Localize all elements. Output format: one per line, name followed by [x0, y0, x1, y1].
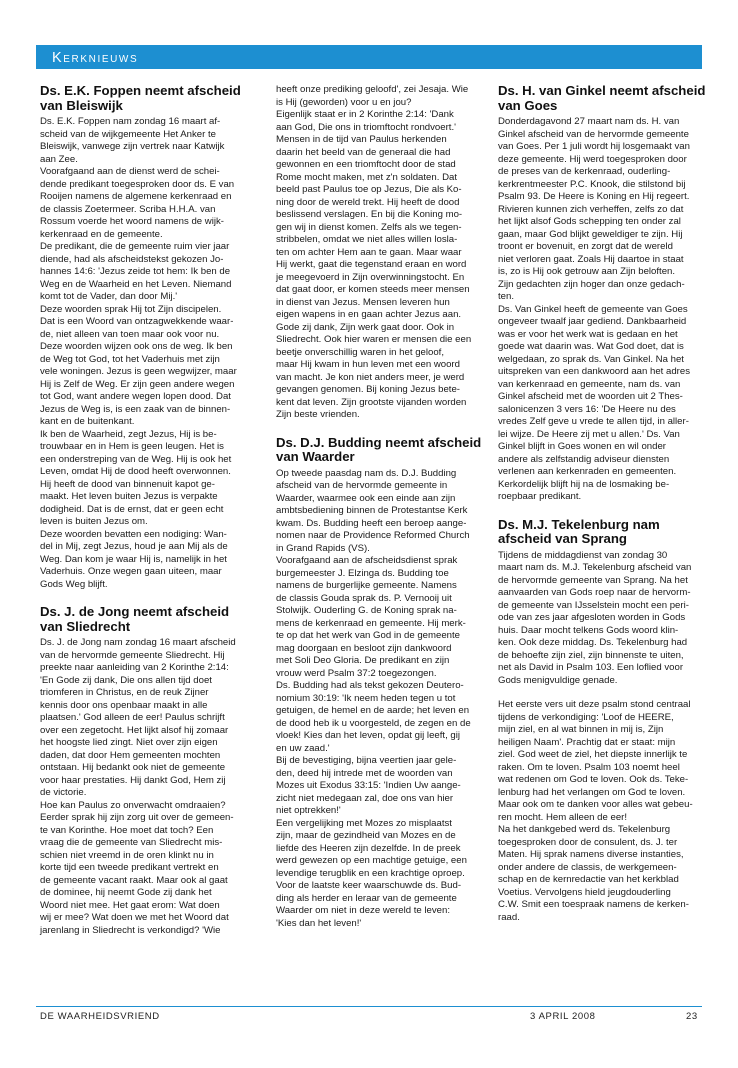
section-title: Kerknieuws	[52, 50, 139, 66]
body-text-line: gaan, maar God blijkt geweldiger te zijn. Hij	[498, 228, 683, 240]
body-text-line: heiligen Naam'. Prachtig dat er staat: mijn	[498, 736, 676, 748]
body-text-line: del in Mij, zegt Jezus, houd je aan Mij als de	[40, 541, 228, 553]
body-text-line: Kerkordelijk blijft hij na de losmaking be-	[498, 478, 670, 490]
body-text-line: Leven, omdat Hij de dood heeft overwonnen.	[40, 466, 231, 478]
body-text-line: dodigheid. Dat is de ernst, dat er geen echt	[40, 503, 224, 515]
body-text-line: Voor de laatste keer waarschuwde ds. Bud-	[276, 880, 462, 892]
body-text-line: niet optrekken!'	[276, 805, 341, 817]
body-text-line: je meegevoerd in Zijn overwinningstocht. En	[276, 271, 465, 283]
body-text-line: plaatsen.' God alleen de eer! Paulus schrijft	[40, 712, 225, 724]
body-text-line: Deze woorden sprak Hij tot Zijn discipelen.	[40, 303, 222, 315]
article-separator	[276, 422, 490, 436]
body-text-line: liefde des Heeren zijn dezelfde. In de preek	[276, 842, 461, 854]
body-text-line: namens de burgerlijke gemeente. Namens	[276, 580, 457, 592]
body-text-line: werd gewezen op een machtige getuige, een	[276, 855, 467, 867]
body-text-line: de dominee, hij neemt Gode zij dank het	[40, 887, 212, 899]
body-text-line: Jezus de Weg is, is een zaak van de binnen-	[40, 403, 231, 415]
body-text-line: goede wat daarin was. Wat God doet, dat is	[498, 341, 684, 353]
body-text-line: Eerder sprak hij zijn zorg uit over de gemeen-	[40, 812, 234, 824]
body-text-line: de, niet alleen van toen maar ook voor nu.	[40, 328, 220, 340]
body-text-line: kerkenraad en de gemeente.	[40, 228, 163, 240]
body-text-line: de preses van de kerkenraad, ouderling-	[498, 166, 671, 178]
body-text-line: Rivieren kunnen zich verheffen, zelfs zo dat	[498, 203, 684, 215]
body-text-line: huis. Daar mocht telkens Gods woord klin-	[498, 624, 679, 636]
article-heading: Ds. H. van Ginkel neemt afscheid van Goes	[498, 83, 706, 113]
body-text-line: De predikant, die de gemeente ruim vier jaar	[40, 241, 230, 253]
body-text-line: Bleiswijk, vanwege zijn vertrek naar Katwijk	[40, 141, 225, 153]
body-text-line: Weg. Dan kom je waar Hij is, namelijk in het	[40, 553, 227, 565]
body-text-line: Hij werkt, gaat die tegenstand eraan en word	[276, 259, 467, 270]
body-text-line: 'Kies dan het leven!'	[276, 917, 362, 929]
body-text-line: Stolwijk. Ouderling G. de Koning sprak na-	[276, 605, 457, 617]
body-text-line: niet verloren gaat. Zoals Hij daartoe in staat	[498, 253, 684, 265]
body-text-line: Vaderhuis. Onze wegen gaan uiteen, maar	[40, 566, 222, 578]
article-heading: Ds. D.J. Budding neemt afscheid van Waarder	[276, 434, 482, 465]
body-text-line: maart nam ds. M.J. Tekelenburg afscheid van	[498, 562, 692, 574]
body-text-line: beslissend verslagen. En bij die Koning mo-	[276, 209, 463, 220]
body-text-line: nomen naar de Providence Reformed Church	[276, 530, 470, 542]
paragraph-gap	[498, 687, 712, 699]
body-text-line: salonicenzen 3 vers 16: 'De Heere nu des	[498, 403, 676, 415]
body-text-line: kerkrentmeester P.C. Knook, die stilstond bij	[498, 178, 686, 190]
body-text-line: Voorafgaand aan de afscheidsdienst sprak	[276, 555, 458, 567]
body-text-line: Zijn beste vrienden.	[276, 409, 360, 420]
body-text-line: Rome mocht maken, met z'n soldaten. Dat	[276, 171, 457, 183]
body-text-line: schien niet vreemd in de oren klinkt nu in	[40, 849, 214, 861]
article-column-1	[40, 84, 254, 937]
body-text-line: Psalm 93. De Heere is Koning en Hij regeert.	[498, 191, 690, 203]
body-text-line: deze gemeente. Hij werd toegesproken door	[498, 153, 687, 165]
body-text-line: Rooijen namens de algemene kerkenraad en	[40, 191, 232, 203]
body-text-line: toegesproken door de consulent, ds. J. ter	[498, 836, 678, 848]
body-text-line: mag doorgaan en besloot zijn dankwoord	[276, 642, 452, 654]
body-text-line: in dienst van Jezus. Mensen leveren hun	[276, 296, 450, 308]
body-text-line: scheid van de wijkgemeente Het Anker te	[40, 128, 216, 140]
body-text-line: Weg en de Waarheid en het Leven. Niemand	[40, 278, 232, 290]
body-text-line: Deze woorden wijzen ook ons de weg. Ik ben	[40, 341, 233, 353]
body-text-line: tijdens de verkondiging: 'Loof de HEERE,	[498, 711, 674, 723]
body-text-line: aanvaarden van Gods roep naar de hervorm-	[498, 587, 691, 599]
body-text-line: en uw zaad.'	[276, 742, 330, 754]
body-text-line: roepbaar predikant.	[498, 491, 582, 503]
body-text-line: raad.	[498, 911, 520, 923]
body-text-line: wat redenen om God te loven. Ook ds. Teke-	[498, 774, 689, 786]
body-text-line: ziel. God weet de ziel, het diepste innerlijk te	[498, 749, 688, 761]
body-text-line: preekte naar aanleiding van 2 Korinthe 2:14:	[40, 662, 229, 674]
body-text-line: Ginkel blijft in Goes wonen en wil onder	[498, 441, 666, 453]
body-text-line: Gods menigvuldige genade.	[498, 674, 618, 686]
body-text-line: is Hij (geworden) voor u en jou?	[276, 96, 412, 108]
body-text-line: raken. Om te loven. Psalm 103 noemt heel	[498, 761, 680, 773]
body-text-line: te op dat het werk van God in de gemeente	[276, 630, 461, 642]
body-text-line: troont er bovenuit, en zorgt dat de wereld	[498, 241, 673, 253]
body-text-line: mens de kerkenraad en gemeente. Hij merk-	[276, 617, 466, 629]
body-text-line: Bij de bevestiging, bijna veertien jaar gele-	[276, 755, 457, 767]
body-text-line: Tijdens de middagdienst van zondag 30	[498, 549, 668, 561]
body-text-line: een onderstreping van de Weg. Hij is ook het	[40, 453, 232, 465]
body-text-line: diende, had als afscheidstekst gekozen Jo-	[40, 253, 224, 265]
body-text-line: Ds. E.K. Foppen nam zondag 16 maart af-	[40, 116, 221, 128]
body-text-line: afscheid van de hervormde gemeente in	[276, 480, 448, 492]
body-text-line: Maar ook om te danken voor alles wat gebeu-	[498, 799, 693, 811]
body-text-line: mijn ziel, en al wat binnen in mij is, Zijn	[498, 724, 664, 736]
body-text-line: eigen wapens in en gaan achter Jezus aan.	[276, 309, 462, 320]
body-text-line: Zijn gedachten zijn hoger dan onze gedach-	[498, 278, 685, 290]
body-text-line: Waarder om niet in deze wereld te leven:	[276, 905, 451, 917]
body-text-line: is, zo is Hij ook getrouw aan Zijn beloften.	[498, 266, 676, 278]
body-text-line: de Weg tot God, tot het Vaderhuis met zijn	[40, 353, 220, 365]
body-text-line: kennis door ons openbaar maakt in alle	[40, 699, 208, 711]
body-text-line: ongeveer twaalf jaar gediend. Dankbaarheid	[498, 316, 687, 328]
body-text-line: C.W. Smit een toespraak namens de kerken-	[498, 899, 689, 911]
body-text-line: de hervormde gemeente van Sprang. Na het	[498, 574, 688, 586]
body-text-line: Ginkel afscheid met de woorden uit 2 Thes-	[498, 391, 683, 403]
body-text-line: onder andere de classis, de werkgemeen-	[498, 861, 677, 873]
body-text-line: gen wij in dienst komen. Zelfs als we tegen-	[276, 221, 462, 233]
body-text-line: daden, dat door Hem gemeenten mochten	[40, 749, 221, 761]
body-text-line: lenburg had het verlangen om God te loven.	[498, 786, 686, 798]
body-text-line: Mensen in de tijd van Paulus herkenden	[276, 134, 447, 145]
body-text-line: het lijkt alsof Gods schepping ten onder zal	[498, 216, 681, 228]
body-text-line: te van Korinthe. Hoe moet dat toch? Een	[40, 824, 214, 836]
body-text-line: gevangen genomen. Bij koning Jezus bete-	[276, 384, 461, 395]
article-column-3	[498, 84, 712, 924]
body-text-line: Na het dankgebed werd ds. Tekelenburg	[498, 824, 671, 836]
body-text-line: vele woningen. Jezus is geen wegwijzer, maar	[40, 366, 237, 378]
body-text-line: kwam. Ds. Budding heeft een beroep aange-	[276, 517, 467, 529]
body-text-line: getuigen, de hemel en de aarde; het leven en	[276, 705, 470, 717]
body-text-line: van kerkenraad en gemeente, nam ds. van	[498, 378, 681, 390]
body-text-line: leven is buiten Jezus om.	[40, 516, 148, 528]
body-text-line: ren mocht. Hem alleen de eer!	[498, 811, 628, 823]
body-text-line: ding als herder en leraar van de gemeente	[276, 892, 457, 904]
body-text-line: Gode zij dank, Zijn werk gaat door. Ook in	[276, 321, 455, 333]
body-text-line: met Soli Deo Gloria. De predikant en zijn	[276, 655, 450, 667]
body-text-line: lei wijze. De Heere zij met u allen.' Ds. Van	[498, 428, 680, 440]
body-text-line: Mozes uit Exodus 33:15: 'Indien Uw aange-	[276, 780, 461, 792]
body-text-line: beetje onverschillig waren in het geloof,	[276, 346, 444, 358]
body-text-line: Sliedrecht. Ook hier waren er mensen die een	[276, 334, 472, 345]
body-text-line: maar Hij kwam in hun leven met een woord	[276, 359, 460, 370]
body-text-line: Het eerste vers uit deze psalm stond centraal	[498, 699, 691, 711]
body-text-line: aan God, Die ons in triomftocht rondvoert.'	[276, 121, 456, 133]
body-text-line: in Grand Rapids (VS).	[276, 542, 370, 554]
body-text-line: gewonnen en een triomftocht door de stad	[276, 159, 456, 170]
body-text-line: beeld past Paulus toe op Jezus, Die als Ko-	[276, 184, 462, 195]
body-text-line: den, deed hij intrede met de woorden van	[276, 767, 453, 779]
body-text-line: triomferen in Christus, en de reuk Zijner	[40, 687, 209, 699]
body-text-line: was er voor het werk wat is gedaan en het	[498, 328, 678, 340]
body-text-line: zicht niet medegaan zal, doe ons van hier	[276, 792, 454, 804]
body-text-line: heeft onze prediking geloofd', zei Jesaja. Wie	[276, 84, 469, 95]
body-text-line: maakt. Het leven buiten Jezus is verpakte	[40, 491, 218, 503]
page-number: 23	[686, 1011, 698, 1022]
body-text-line: van macht. Je kon niet anders meer, je werd	[276, 371, 465, 383]
body-text-line: ken. Ook deze middag. Ds. Tekelenburg had	[498, 637, 688, 649]
body-text-line: vrouw werd Psalm 37:2 toegezongen.	[276, 667, 437, 679]
body-text-line: 'En Gode zij dank, Die ons allen tijd doet	[40, 674, 212, 686]
body-text-line: Ds. J. de Jong nam zondag 16 maart afscheid	[40, 637, 236, 649]
body-text-line: aan Zee.	[40, 153, 78, 165]
body-text-line: de classis Gouda sprak ds. P. Vernooij uit	[276, 592, 452, 604]
body-text-line: ambtsbediening binnen de Protestantse Kerk	[276, 505, 468, 517]
body-text-line: Ik ben de Waarheid, zegt Jezus, Hij is be-	[40, 428, 217, 440]
body-text-line: Gods Weg blijft.	[40, 578, 108, 590]
article-heading: Ds. E.K. Foppen neemt afscheid van Bleiswijk	[40, 83, 241, 113]
body-text-line: de classis Zoetermeer. Scriba H.H.A. van	[40, 203, 216, 215]
body-text-line: over een zegetocht. Het lijkt alsof hij zomaar	[40, 724, 229, 736]
body-text-line: burgemeester J. Elzinga ds. Budding toe	[276, 567, 449, 579]
body-text-line: de gemeente vacant raakt. Maar ook al gaat	[40, 874, 228, 886]
body-text-line: ode van zes jaar afgesloten worden in Gods	[498, 612, 686, 624]
body-text-line: komt tot de Vader, dan door Mij.'	[40, 291, 178, 303]
body-text-line: zijn, maar de gezindheid van Mozes en de	[276, 830, 456, 842]
body-text-line: Woord niet mee. Het gaat erom: Wat doen	[40, 899, 220, 911]
body-text-line: net als David in Psalm 103. Een loflied voor	[498, 662, 684, 674]
footer-publication: DE WAARHEIDSVRIEND	[40, 1011, 160, 1022]
body-text-line: vredes Zelf geve u vrede te allen tijd, in aller-	[498, 416, 689, 428]
body-text-line: korte tijd een tweede predikant vertrekt en	[40, 862, 219, 874]
footer-date: 3 APRIL 2008	[530, 1011, 596, 1022]
body-text-line: hannes 14:6: 'Jezus zeide tot hem: Ik ben de	[40, 266, 231, 278]
body-text-line: het hoogste lied zingt. Niet over zijn eigen	[40, 737, 218, 749]
footer-rule	[36, 1006, 702, 1007]
body-text-line: voor haar prestaties. Hij dankt God, Hem zij	[40, 774, 226, 786]
body-text-line: de gemeente van IJsselstein mocht een peri-	[498, 599, 689, 611]
article-heading: Ds. J. de Jong neemt afscheid van Sliedrecht	[40, 604, 230, 634]
body-text-line: ten om achter Hem aan te gaan. Maar waar	[276, 246, 462, 258]
body-text-line: Maten. Hij sprak namens diverse instanties,	[498, 849, 684, 861]
body-text-line: Hij heeft de dood van binnenuit kapot ge-	[40, 478, 215, 490]
body-text-line: schap en de kernredactie van het kerkblad	[498, 874, 679, 886]
body-text-line: Deze woorden bevatten een nodiging: Wan-	[40, 528, 227, 540]
body-text-line: de dood heb ik u voorgesteld, de zegen en de	[276, 717, 471, 729]
body-text-line: andere als zelfstandig adviseur diensten	[498, 453, 670, 465]
article-separator	[40, 591, 254, 605]
body-text-line: Ds. Van Ginkel heeft de gemeente van Goes	[498, 303, 688, 315]
body-text-line: ontstaan. Hij bedankt ook niet de gemeente	[40, 762, 226, 774]
body-text-line: dat gaat door, er komen steeds meer mensen	[276, 284, 470, 295]
article-column-2	[276, 84, 490, 930]
body-text-line: jarenlang in Sliedrecht is verkondigd? 'Wie	[40, 924, 221, 936]
body-text-line: van Goes. Per 1 juli wordt hij losgemaakt van	[498, 141, 690, 153]
body-text-line: Ds. Budding had als tekst gekozen Deutero-	[276, 680, 464, 692]
body-text-line: Waarder, waarmee ook een einde aan zijn	[276, 492, 456, 504]
body-text-line: trouwbaar en in Hem is geen leugen. Het is	[40, 441, 224, 453]
body-text-line: wij er mee? Wat doen we met het Woord dat	[40, 912, 229, 924]
body-text-line: tot God, want andere wegen lopen dood. Dat	[40, 391, 231, 403]
body-text-line: Hij is Zelf de Weg. Er zijn geen andere wegen	[40, 378, 235, 390]
body-text-line: Een vergelijking met Mozes zo misplaatst	[276, 817, 452, 829]
body-text-line: Hoe kan Paulus zo onverwacht omdraaien?	[40, 799, 226, 811]
body-text-line: levendige terugblik en een krachtige oproep.	[276, 867, 465, 879]
body-text-line: Voorafgaand aan de dienst werd de schei-	[40, 166, 220, 178]
body-text-line: stribbelen, omdat we niet alles willen losla-	[276, 234, 458, 245]
body-text-line: van de hervormde gemeente Sliedrecht. Hij	[40, 649, 225, 661]
body-text-line: kent dat leven. Zijn grootste vijanden worden	[276, 396, 467, 408]
body-text-line: Voetius. Vervolgens hield jeugdouderling	[498, 886, 671, 898]
body-text-line: Rossum voerde het woord namens de wijk-	[40, 216, 224, 228]
body-text-line: Donderdagavond 27 maart nam ds. H. van	[498, 116, 680, 128]
body-text-line: verlenen aan kerkenraden en gemeenten.	[498, 466, 677, 478]
body-text-line: welgedaan, zo sprak ds. Van Ginkel. Na het	[498, 353, 684, 365]
body-text-line: ning door de wereld trekt. Hij heeft de dood	[276, 196, 460, 208]
body-text-line: daarin het beeld van de generaal die had	[276, 146, 451, 158]
body-text-line: nomium 30:19: 'Ik neem heden tegen u tot	[276, 692, 456, 704]
body-text-line: dende predikant toegesproken door ds. E van	[40, 178, 235, 190]
article-separator	[498, 504, 712, 518]
body-text-line: Ginkel afscheid van de hervormde gemeente	[498, 128, 689, 140]
body-text-line: vraag die de gemeente van Sliedrecht mis-	[40, 837, 223, 849]
body-text-line: ten.	[498, 291, 515, 303]
body-text-line: de victorie.	[40, 787, 87, 799]
body-text-line: Op tweede paasdag nam ds. D.J. Budding	[276, 467, 457, 479]
body-text-line: kant en de buitenkant.	[40, 416, 135, 428]
body-text-line: Eigenlijk staat er in 2 Korinthe 2:14: 'Dank	[276, 109, 454, 120]
article-heading: Ds. M.J. Tekelenburg nam afscheid van Sprang	[498, 516, 660, 547]
body-text-line: uitspreken van een dankwoord aan het adres	[498, 366, 691, 378]
section-banner	[36, 47, 702, 69]
body-text-line: de behoefte zijn ziel, zijn binnenste te uiten,	[498, 649, 684, 661]
body-text-line: Dat is een Woord van ontzagwekkende waar-	[40, 316, 234, 328]
body-text-line: vloek! Kies dan het leven, opdat gij leeft, gij	[276, 730, 460, 742]
